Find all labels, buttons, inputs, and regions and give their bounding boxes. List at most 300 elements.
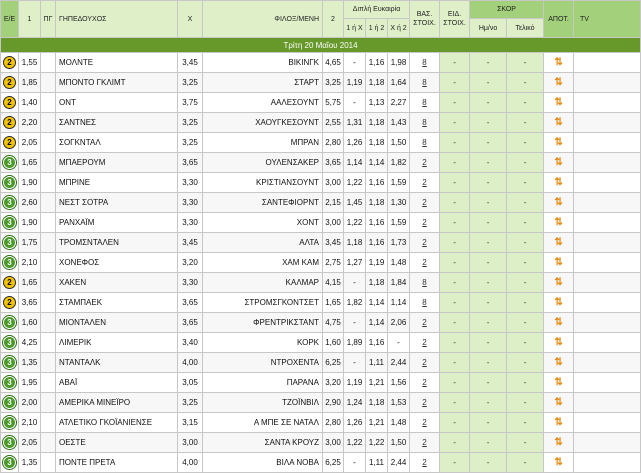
tv-cell [574,93,641,113]
odd-dc-1x[interactable]: - [344,353,366,373]
table-row[interactable] [1,373,641,393]
swap-arrows-icon[interactable]: ⇅ [554,116,563,128]
odd-dc-1x[interactable]: 1,82 [344,293,366,313]
table-row[interactable] [1,93,641,113]
bas-stoix-link[interactable]: 2 [410,393,440,413]
cell-pg [41,113,56,133]
eid-stoix: - [440,233,470,253]
odd-dc-1x[interactable]: 1,89 [344,333,366,353]
date-bar: Τρίτη 20 Μαΐου 2014 [1,38,641,53]
odd-dc-x2[interactable]: 1,98 [388,53,410,73]
event-type-badge: 3 [3,336,16,349]
home-team: ΠΟΝΤΕ ΠΡΕΤΑ [56,453,178,473]
col-home: ΓΗΠΕΔΟΥΧΟΣ [56,1,178,38]
odd-dc-12[interactable]: 1,21 [366,413,388,433]
cell-pg [41,253,56,273]
col-score: ΣΚΟΡ [470,1,544,19]
event-type-badge: 3 [3,156,16,169]
odd-1[interactable]: 1,60 [19,313,41,333]
odd-x[interactable]: 3,20 [178,253,203,273]
odd-x[interactable]: 3,65 [178,293,203,313]
odd-2[interactable]: 4,15 [323,273,344,293]
odd-dc-12[interactable]: 1,18 [366,193,388,213]
cell-badge [1,313,19,333]
odd-2[interactable]: 2,80 [323,133,344,153]
col-ee: Ε/Ε [1,1,19,38]
odd-dc-x2[interactable]: 1,59 [388,173,410,193]
odd-2[interactable]: 3,20 [323,373,344,393]
odd-1[interactable]: 1,90 [19,173,41,193]
swap-arrows-icon[interactable]: ⇅ [554,136,563,148]
odd-x[interactable]: 3,65 [178,153,203,173]
table-row[interactable] [1,433,641,453]
cell-pg [41,133,56,153]
swap-arrows-icon[interactable]: ⇅ [554,296,563,308]
swap-arrows-icon[interactable]: ⇅ [554,416,563,428]
result-cell [544,173,574,193]
table-row[interactable] [1,393,641,413]
odd-x[interactable]: 4,00 [178,353,203,373]
odd-x[interactable]: 3,65 [178,313,203,333]
table-row[interactable] [1,113,641,133]
odd-1[interactable]: 1,65 [19,273,41,293]
odd-1[interactable]: 1,75 [19,233,41,253]
tv-cell [574,153,641,173]
odd-dc-x2[interactable]: 1,82 [388,153,410,173]
bas-stoix-link[interactable]: 2 [410,153,440,173]
odd-1[interactable]: 2,00 [19,393,41,413]
odd-2[interactable]: 2,80 [323,413,344,433]
away-team: ΠΑΡΑΝΑ [203,373,323,393]
score-half: - [470,273,507,293]
odd-1[interactable]: 2,05 [19,133,41,153]
odd-x[interactable]: 3,45 [178,233,203,253]
odd-dc-x2[interactable]: 1,14 [388,293,410,313]
odd-dc-12[interactable]: 1,11 [366,353,388,373]
table-row[interactable] [1,73,641,93]
swap-arrows-icon[interactable]: ⇅ [554,256,563,268]
odd-dc-12[interactable]: 1,16 [366,173,388,193]
odd-1[interactable]: 1,90 [19,213,41,233]
bas-stoix-link[interactable]: 8 [410,93,440,113]
odd-x[interactable]: 3,15 [178,413,203,433]
odd-dc-x2[interactable]: 1,84 [388,273,410,293]
odd-x[interactable]: 3,25 [178,393,203,413]
odd-x[interactable]: 3,00 [178,433,203,453]
odd-1[interactable]: 2,10 [19,413,41,433]
eid-stoix: - [440,273,470,293]
col-result: ΑΠΟΤ. [544,1,574,38]
score-half: - [470,393,507,413]
odd-1[interactable]: 2,20 [19,113,41,133]
cell-badge [1,193,19,213]
odd-dc-12[interactable]: 1,13 [366,93,388,113]
cell-pg [41,53,56,73]
table-row[interactable] [1,153,641,173]
odd-dc-12[interactable]: 1,16 [366,53,388,73]
bas-stoix-link[interactable]: 8 [410,113,440,133]
event-type-badge: 3 [3,256,16,269]
odd-2[interactable]: 3,00 [323,213,344,233]
cell-pg [41,313,56,333]
odd-x[interactable]: 3,30 [178,273,203,293]
odd-dc-1x[interactable]: 1,24 [344,393,366,413]
odd-dc-12[interactable]: 1,22 [366,433,388,453]
odd-1[interactable]: 2,05 [19,433,41,453]
away-team: ΚΡΙΣΤΙΑΝΣΟΥΝΤ [203,173,323,193]
odd-2[interactable]: 3,25 [323,73,344,93]
result-cell [544,293,574,313]
odd-x[interactable]: 3,25 [178,133,203,153]
result-cell [544,233,574,253]
odd-1[interactable]: 1,85 [19,73,41,93]
odd-dc-x2[interactable]: - [388,333,410,353]
swap-arrows-icon[interactable]: ⇅ [554,156,563,168]
swap-arrows-icon[interactable]: ⇅ [554,336,563,348]
odd-2[interactable]: 4,75 [323,313,344,333]
home-team: ΣΑΝΤΝΕΣ [56,113,178,133]
bas-stoix-link[interactable]: 2 [410,253,440,273]
odd-1[interactable]: 1,35 [19,453,41,473]
odd-dc-1x[interactable]: 1,19 [344,373,366,393]
odd-dc-x2[interactable]: 1,48 [388,253,410,273]
eid-stoix: - [440,53,470,73]
home-team: ΝΕΣΤ ΣΟΤΡΑ [56,193,178,213]
table-row[interactable] [1,53,641,73]
odd-dc-x2[interactable]: 1,59 [388,213,410,233]
eid-stoix: - [440,333,470,353]
odd-dc-1x[interactable]: 1,18 [344,233,366,253]
bas-stoix-link[interactable]: 2 [410,313,440,333]
away-team: ΝΤΡΟΧΕΝΤΑ [203,353,323,373]
cell-pg [41,453,56,473]
odd-dc-12[interactable]: 1,16 [366,213,388,233]
score-final: - [507,113,544,133]
odd-2[interactable]: 4,65 [323,53,344,73]
score-final: - [507,333,544,353]
swap-arrows-icon[interactable]: ⇅ [554,196,563,208]
odd-1[interactable]: 1,35 [19,353,41,373]
bas-stoix-link[interactable]: 2 [410,433,440,453]
odd-dc-x2[interactable]: 1,53 [388,393,410,413]
score-final: - [507,93,544,113]
odd-1[interactable]: 2,10 [19,253,41,273]
odd-dc-1x[interactable]: - [344,453,366,473]
tv-cell [574,173,641,193]
result-cell [544,213,574,233]
bas-stoix-link[interactable]: 2 [410,353,440,373]
odd-dc-12[interactable]: 1,14 [366,293,388,313]
swap-arrows-icon[interactable]: ⇅ [554,356,563,368]
score-final: - [507,313,544,333]
col-tv: TV [574,1,641,38]
odd-dc-12[interactable]: 1,16 [366,333,388,353]
bas-stoix-link[interactable]: 2 [410,213,440,233]
home-team: ΜΟΛΝΤΕ [56,53,178,73]
event-type-badge: 2 [3,56,16,69]
odd-2[interactable]: 3,65 [323,153,344,173]
swap-arrows-icon[interactable]: ⇅ [554,56,563,68]
cell-pg [41,433,56,453]
bas-stoix-link[interactable]: 8 [410,133,440,153]
odd-dc-x2[interactable]: 1,64 [388,73,410,93]
odd-dc-x2[interactable]: 1,30 [388,193,410,213]
score-half: - [470,73,507,93]
eid-stoix: - [440,153,470,173]
result-cell [544,133,574,153]
score-final: - [507,193,544,213]
odd-dc-x2[interactable]: 2,44 [388,353,410,373]
tv-cell [574,353,641,373]
tv-cell [574,273,641,293]
eid-stoix: - [440,93,470,113]
score-final: - [507,273,544,293]
tv-cell [574,413,641,433]
eid-stoix: - [440,133,470,153]
odd-2[interactable]: 1,60 [323,333,344,353]
odd-2[interactable]: 2,90 [323,393,344,413]
cell-badge [1,393,19,413]
away-team: ΜΠΡΑΝ [203,133,323,153]
odd-x[interactable]: 3,30 [178,193,203,213]
cell-badge [1,453,19,473]
table-row[interactable] [1,413,641,433]
cell-badge [1,73,19,93]
odd-1[interactable]: 1,65 [19,153,41,173]
odd-2[interactable]: 3,45 [323,233,344,253]
col-1: 1 [19,1,41,38]
event-type-badge: 3 [3,436,16,449]
odd-dc-1x[interactable]: - [344,313,366,333]
odd-dc-1x[interactable]: 1,19 [344,73,366,93]
home-team: ΑΒΑΪ [56,373,178,393]
swap-arrows-icon[interactable]: ⇅ [554,456,563,468]
odd-2[interactable]: 6,25 [323,353,344,373]
swap-arrows-icon[interactable]: ⇅ [554,216,563,228]
cell-badge [1,253,19,273]
odd-dc-12[interactable]: 1,19 [366,253,388,273]
odd-dc-12[interactable]: 1,18 [366,133,388,153]
result-cell [544,93,574,113]
odd-dc-12[interactable]: 1,18 [366,113,388,133]
odd-x[interactable]: 3,25 [178,73,203,93]
odd-dc-12[interactable]: 1,14 [366,153,388,173]
odd-1[interactable]: 1,55 [19,53,41,73]
odd-dc-12[interactable]: 1,18 [366,73,388,93]
table-row[interactable] [1,333,641,353]
swap-arrows-icon[interactable]: ⇅ [554,316,563,328]
swap-arrows-icon[interactable]: ⇅ [554,96,563,108]
result-cell [544,353,574,373]
score-final: - [507,53,544,73]
odd-dc-x2[interactable]: 1,50 [388,433,410,453]
odd-x[interactable]: 3,40 [178,333,203,353]
cell-badge [1,213,19,233]
odd-1[interactable]: 4,25 [19,333,41,353]
odd-dc-x2[interactable]: 1,56 [388,373,410,393]
home-team: ΣΤΑΜΠΑΕΚ [56,293,178,313]
odd-dc-1x[interactable]: 1,26 [344,413,366,433]
away-team: ΧΑΜ ΚΑΜ [203,253,323,273]
event-type-badge: 3 [3,216,16,229]
eid-stoix: - [440,253,470,273]
odd-2[interactable]: 5,75 [323,93,344,113]
table-row[interactable] [1,173,641,193]
swap-arrows-icon[interactable]: ⇅ [554,276,563,288]
odd-x[interactable]: 3,45 [178,53,203,73]
odd-dc-12[interactable]: 1,18 [366,393,388,413]
score-half: - [470,253,507,273]
odd-dc-1x[interactable]: 1,27 [344,253,366,273]
odd-x[interactable]: 3,25 [178,113,203,133]
cell-pg [41,153,56,173]
odd-dc-1x[interactable]: 1,31 [344,113,366,133]
table-row[interactable] [1,253,641,273]
odd-x[interactable]: 3,30 [178,173,203,193]
swap-arrows-icon[interactable]: ⇅ [554,436,563,448]
table-row[interactable] [1,313,641,333]
table-row[interactable] [1,213,641,233]
cell-pg [41,233,56,253]
bas-stoix-link[interactable]: 8 [410,53,440,73]
col-dc-x2: Χ ή 2 [388,19,410,38]
col-pg: ΠΓ [41,1,56,38]
table-row[interactable] [1,193,641,213]
tv-cell [574,373,641,393]
away-team: ΑΑΛΕΣΟΥΝΤ [203,93,323,113]
event-type-badge: 3 [3,316,16,329]
odd-dc-1x[interactable]: 1,26 [344,133,366,153]
odd-dc-x2[interactable]: 2,27 [388,93,410,113]
odd-dc-12[interactable]: 1,11 [366,453,388,473]
odd-dc-1x[interactable]: - [344,53,366,73]
away-team: ΒΙΚΙΝΓΚ [203,53,323,73]
away-team: ΣΤΑΡΤ [203,73,323,93]
odd-dc-x2[interactable]: 1,43 [388,113,410,133]
score-final: - [507,73,544,93]
odd-2[interactable]: 2,75 [323,253,344,273]
col-bas-stoix: ΒΑΣ. ΣΤΟΙΧ. [410,1,440,38]
odd-1[interactable]: 1,95 [19,373,41,393]
odd-dc-1x[interactable]: 1,22 [344,433,366,453]
match-rows [1,53,641,473]
bas-stoix-link[interactable]: 8 [410,73,440,93]
bas-stoix-link[interactable]: 2 [410,233,440,253]
score-final: - [507,173,544,193]
bas-stoix-link[interactable]: 2 [410,373,440,393]
tv-cell [574,293,641,313]
cell-pg [41,213,56,233]
swap-arrows-icon[interactable]: ⇅ [554,396,563,408]
bas-stoix-link[interactable]: 8 [410,273,440,293]
eid-stoix: - [440,433,470,453]
odd-x[interactable]: 3,75 [178,93,203,113]
odd-dc-12[interactable]: 1,21 [366,373,388,393]
odd-x[interactable]: 3,05 [178,373,203,393]
event-type-badge: 3 [3,196,16,209]
home-team: ΧΑΚΕΝ [56,273,178,293]
odd-2[interactable]: 6,25 [323,453,344,473]
table-row[interactable] [1,353,641,373]
odd-2[interactable]: 2,15 [323,193,344,213]
odd-dc-x2[interactable]: 2,44 [388,453,410,473]
eid-stoix: - [440,293,470,313]
odd-dc-1x[interactable]: 1,22 [344,213,366,233]
odd-dc-1x[interactable]: - [344,93,366,113]
event-type-badge: 3 [3,376,16,389]
odd-dc-12[interactable]: 1,14 [366,313,388,333]
score-final: - [507,153,544,173]
tv-cell [574,433,641,453]
odd-dc-12[interactable]: 1,18 [366,273,388,293]
odd-dc-x2[interactable]: 1,48 [388,413,410,433]
result-cell [544,373,574,393]
col-double-chance: Διπλή Ευκαιρία [344,1,410,19]
cell-badge [1,53,19,73]
odd-dc-1x[interactable]: 1,14 [344,153,366,173]
table-row[interactable] [1,233,641,253]
table-row[interactable] [1,133,641,153]
odd-dc-1x[interactable]: - [344,273,366,293]
odd-2[interactable]: 2,55 [323,113,344,133]
table-row[interactable] [1,293,641,313]
odd-2[interactable]: 3,00 [323,173,344,193]
tv-cell [574,453,641,473]
odd-2[interactable]: 3,00 [323,433,344,453]
cell-pg [41,333,56,353]
odd-dc-12[interactable]: 1,16 [366,233,388,253]
bas-stoix-link[interactable]: 2 [410,193,440,213]
odd-dc-1x[interactable]: 1,22 [344,173,366,193]
odd-1[interactable]: 2,60 [19,193,41,213]
odd-x[interactable]: 4,00 [178,453,203,473]
result-cell [544,113,574,133]
odd-dc-x2[interactable]: 2,06 [388,313,410,333]
eid-stoix: - [440,193,470,213]
bas-stoix-link[interactable]: 2 [410,333,440,353]
odd-1[interactable]: 3,65 [19,293,41,313]
tv-cell [574,233,641,253]
swap-arrows-icon[interactable]: ⇅ [554,236,563,248]
odd-x[interactable]: 3,30 [178,213,203,233]
odd-1[interactable]: 1,40 [19,93,41,113]
score-final: - [507,393,544,413]
odd-dc-x2[interactable]: 1,50 [388,133,410,153]
odd-2[interactable]: 1,65 [323,293,344,313]
cell-badge [1,233,19,253]
table-row[interactable] [1,273,641,293]
bas-stoix-link[interactable]: 8 [410,293,440,313]
cell-pg [41,273,56,293]
bas-stoix-link[interactable]: 2 [410,173,440,193]
eid-stoix: - [440,73,470,93]
odd-dc-1x[interactable]: 1,45 [344,193,366,213]
swap-arrows-icon[interactable]: ⇅ [554,176,563,188]
eid-stoix: - [440,213,470,233]
cell-badge [1,333,19,353]
event-type-badge: 3 [3,236,16,249]
swap-arrows-icon[interactable]: ⇅ [554,376,563,388]
bas-stoix-link[interactable]: 2 [410,453,440,473]
table-row[interactable] [1,453,641,473]
cell-pg [41,393,56,413]
swap-arrows-icon[interactable]: ⇅ [554,76,563,88]
eid-stoix: - [440,393,470,413]
odd-dc-x2[interactable]: 1,73 [388,233,410,253]
cell-pg [41,293,56,313]
score-final: - [507,353,544,373]
bas-stoix-link[interactable]: 2 [410,413,440,433]
